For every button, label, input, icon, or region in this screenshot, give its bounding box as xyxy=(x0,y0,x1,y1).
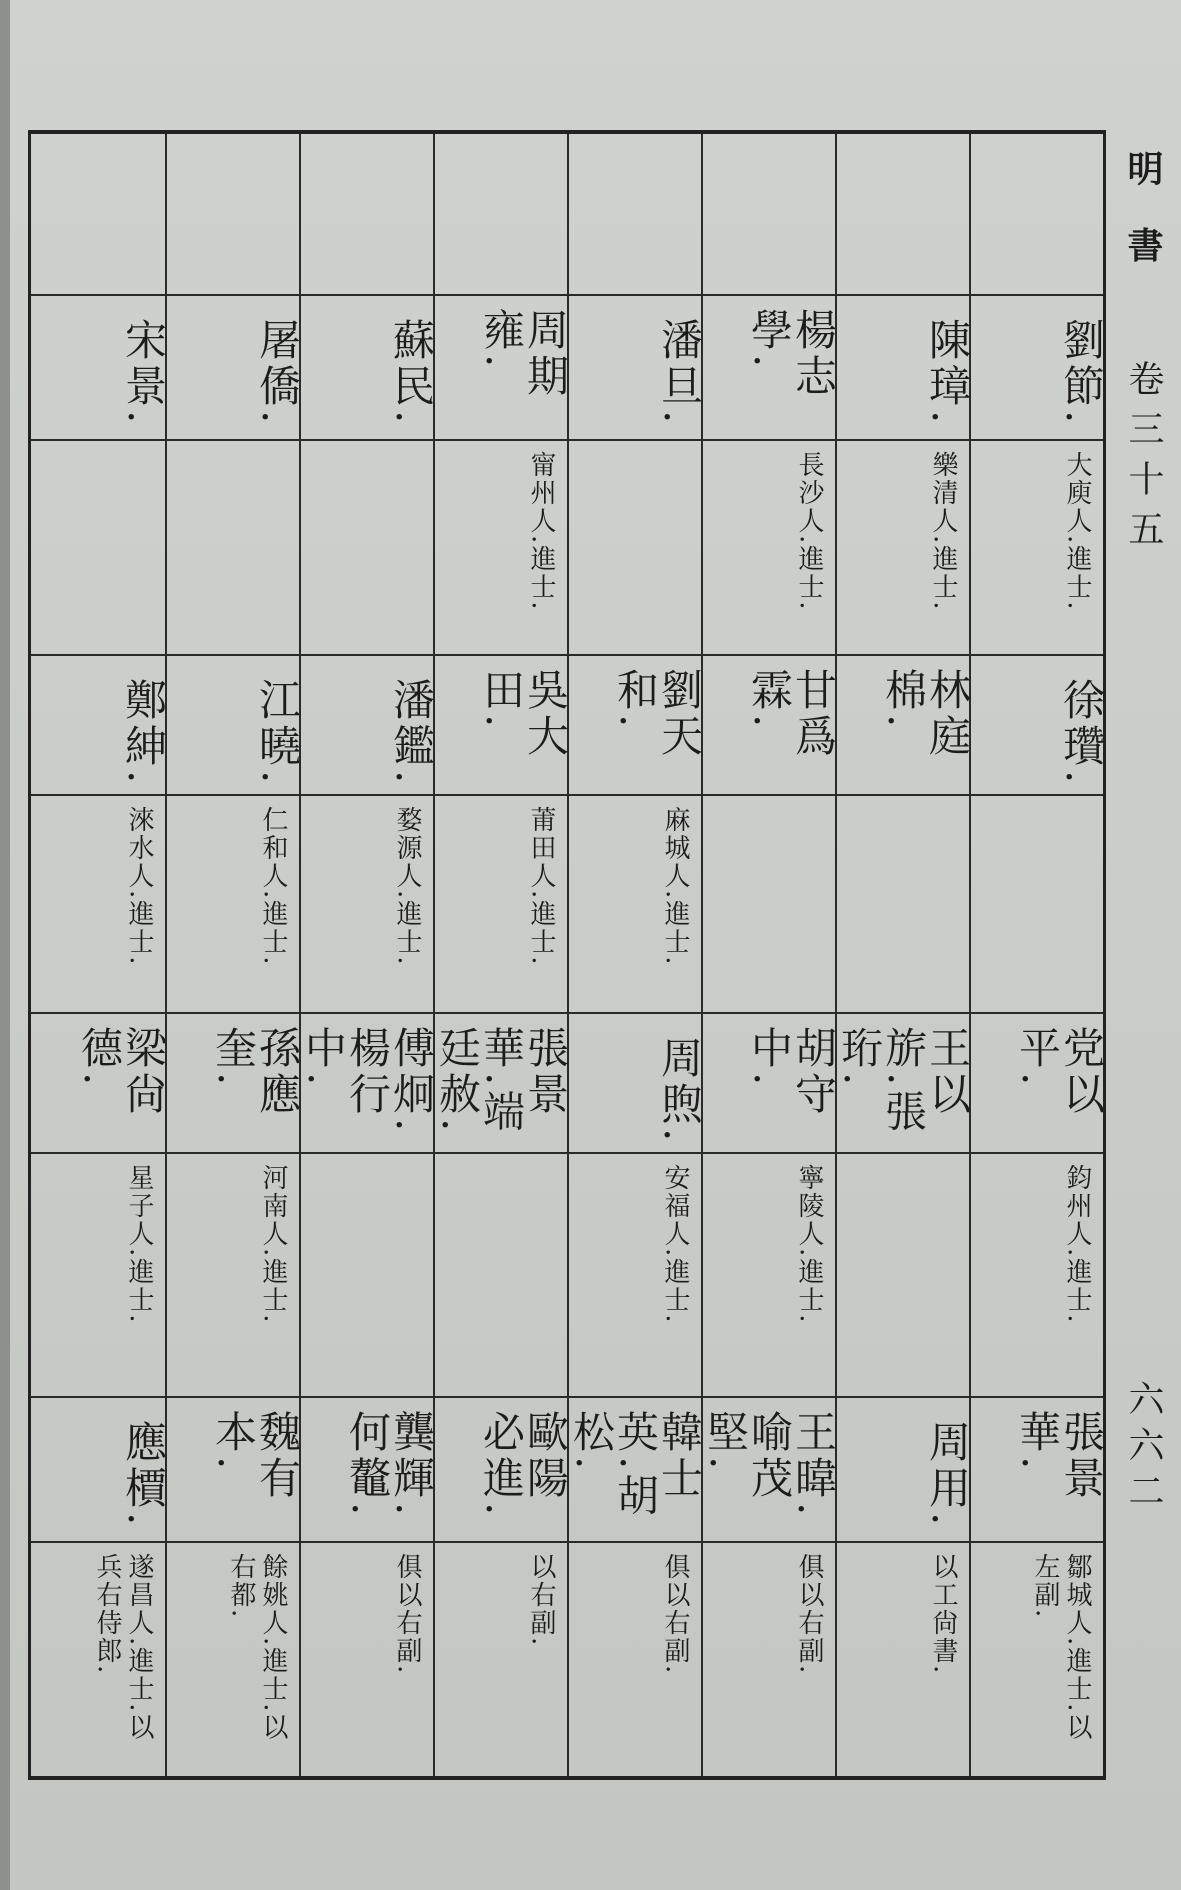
volume-label: 卷三十五 xyxy=(1123,360,1164,560)
note-cell xyxy=(701,1541,835,1761)
official-name: 鄭紳. xyxy=(119,678,168,788)
official-note: 以右副. xyxy=(526,1553,556,1648)
name-cell xyxy=(835,654,972,794)
note-cell xyxy=(31,439,165,649)
official-name: 劉節. xyxy=(1057,318,1106,428)
official-name: 魏有本. xyxy=(209,1410,302,1502)
official-note: 鄒城人.進士.以左副. xyxy=(1030,1553,1092,1742)
name-cell xyxy=(835,1012,972,1152)
official-name: 蘇民. xyxy=(387,318,436,428)
name-cell xyxy=(969,294,1106,439)
note-cell xyxy=(701,794,835,1004)
official-name: 孫應奎. xyxy=(209,1026,302,1118)
official-name: 甘爲霖. xyxy=(745,668,838,760)
official-name: 徐瓚. xyxy=(1057,678,1106,788)
note-cell xyxy=(969,794,1103,1004)
official-name: 楊志學. xyxy=(745,308,838,400)
official-note: 大庾人.進士. xyxy=(1062,451,1092,612)
note-cell xyxy=(835,1541,969,1761)
official-name: 陳璋. xyxy=(923,318,972,428)
note-cell xyxy=(567,1541,701,1761)
note-cell xyxy=(567,439,701,649)
name-cell xyxy=(701,1396,838,1541)
note-cell xyxy=(701,439,835,649)
name-cell xyxy=(433,1012,570,1152)
note-cell xyxy=(433,1541,567,1761)
name-cell xyxy=(433,294,570,439)
name-cell xyxy=(567,654,704,794)
note-cell xyxy=(567,1152,701,1387)
official-name: 張景華. xyxy=(1013,1410,1106,1502)
name-cell xyxy=(299,1396,436,1541)
official-note: 遂昌人.進士.以兵右侍郎. xyxy=(92,1553,154,1742)
note-cell xyxy=(701,1152,835,1387)
name-cell xyxy=(835,1396,972,1541)
official-name: 張景華.端廷赦. xyxy=(433,1026,570,1136)
note-cell xyxy=(969,1152,1103,1387)
page-binding-edge xyxy=(0,0,10,1890)
page-number: 六六二 xyxy=(1123,1380,1164,1518)
name-cell xyxy=(567,1396,704,1541)
name-cell xyxy=(433,654,570,794)
note-cell xyxy=(299,794,433,1004)
name-cell xyxy=(31,1396,168,1541)
official-name: 周用. xyxy=(923,1420,972,1530)
name-cell xyxy=(165,1012,302,1152)
official-name: 龔輝.何鼇. xyxy=(343,1410,436,1520)
official-name: 屠僑. xyxy=(253,318,302,428)
name-cell xyxy=(165,1396,302,1541)
note-cell xyxy=(165,794,299,1004)
official-name: 潘鑑. xyxy=(387,678,436,788)
note-cell xyxy=(165,439,299,649)
note-cell xyxy=(299,439,433,649)
official-note: 俱以右副. xyxy=(392,1553,422,1676)
note-cell xyxy=(433,1152,567,1387)
name-cell xyxy=(433,1396,570,1541)
note-cell xyxy=(969,1541,1103,1761)
official-note: 長沙人.進士. xyxy=(794,451,824,612)
official-name: 歐陽必進. xyxy=(477,1410,570,1520)
official-note: 仁和人.進士. xyxy=(258,806,288,967)
official-note: 莆田人.進士. xyxy=(526,806,556,967)
name-cell xyxy=(31,654,168,794)
name-cell xyxy=(299,1012,436,1152)
note-cell xyxy=(165,1152,299,1387)
name-cell xyxy=(299,654,436,794)
name-cell xyxy=(567,294,704,439)
name-cell xyxy=(701,654,838,794)
note-cell xyxy=(835,794,969,1004)
note-cell xyxy=(31,1152,165,1387)
official-name: 王以旂.張珩. xyxy=(835,1026,972,1136)
official-name: 劉天和. xyxy=(611,668,704,760)
name-cell xyxy=(701,1012,838,1152)
official-name: 吳大田. xyxy=(477,668,570,760)
official-note: 餘姚人.進士.以右都. xyxy=(226,1553,288,1742)
official-table xyxy=(28,130,1106,1780)
note-cell xyxy=(835,1152,969,1387)
note-cell xyxy=(835,439,969,649)
official-name: 傅炯.楊行中. xyxy=(299,1026,436,1136)
name-cell xyxy=(969,1012,1106,1152)
official-note: 俱以右副. xyxy=(794,1553,824,1676)
name-cell xyxy=(299,294,436,439)
name-cell xyxy=(31,1012,168,1152)
official-note: 麻城人.進士. xyxy=(660,806,690,967)
official-name: 王暐.喻茂堅. xyxy=(701,1410,838,1520)
name-cell xyxy=(31,294,168,439)
official-name: 韓士英.胡松. xyxy=(567,1410,704,1520)
official-name: 宋景. xyxy=(119,318,168,428)
official-name: 党以平. xyxy=(1013,1026,1106,1118)
note-cell xyxy=(969,439,1103,649)
note-cell xyxy=(31,1541,165,1761)
official-name: 胡守中. xyxy=(745,1026,838,1118)
name-cell xyxy=(835,294,972,439)
name-cell xyxy=(165,654,302,794)
note-cell xyxy=(299,1541,433,1761)
name-cell xyxy=(701,294,838,439)
official-note: 婺源人.進士. xyxy=(392,806,422,967)
official-note: 樂清人.進士. xyxy=(928,451,958,612)
note-cell xyxy=(165,1541,299,1761)
official-note: 淶水人.進士. xyxy=(124,806,154,967)
official-name: 潘旦. xyxy=(655,318,704,428)
name-cell xyxy=(567,1012,704,1152)
official-note: 河南人.進士. xyxy=(258,1164,288,1325)
official-name: 林庭棉. xyxy=(879,668,972,760)
name-cell xyxy=(165,294,302,439)
official-note: 甯州人.進士. xyxy=(526,451,556,612)
name-cell xyxy=(969,654,1106,794)
official-note: 以工尙書. xyxy=(928,1553,958,1676)
official-note: 鈞州人.進士. xyxy=(1062,1164,1092,1325)
name-cell xyxy=(969,1396,1106,1541)
note-cell xyxy=(433,439,567,649)
note-cell xyxy=(567,794,701,1004)
official-name: 梁尙德. xyxy=(75,1026,168,1118)
book-title: 明 書 xyxy=(1122,150,1164,277)
official-name: 周期雍. xyxy=(477,308,570,400)
official-note: 星子人.進士. xyxy=(124,1164,154,1325)
note-cell xyxy=(433,794,567,1004)
note-cell xyxy=(299,1152,433,1387)
official-name: 周煦. xyxy=(655,1036,704,1146)
official-note: 俱以右副. xyxy=(660,1553,690,1676)
official-name: 江曉. xyxy=(253,678,302,788)
note-cell xyxy=(31,794,165,1004)
official-name: 應檟. xyxy=(119,1420,168,1530)
official-note: 安福人.進士. xyxy=(660,1164,690,1325)
official-note: 寧陵人.進士. xyxy=(794,1164,824,1325)
